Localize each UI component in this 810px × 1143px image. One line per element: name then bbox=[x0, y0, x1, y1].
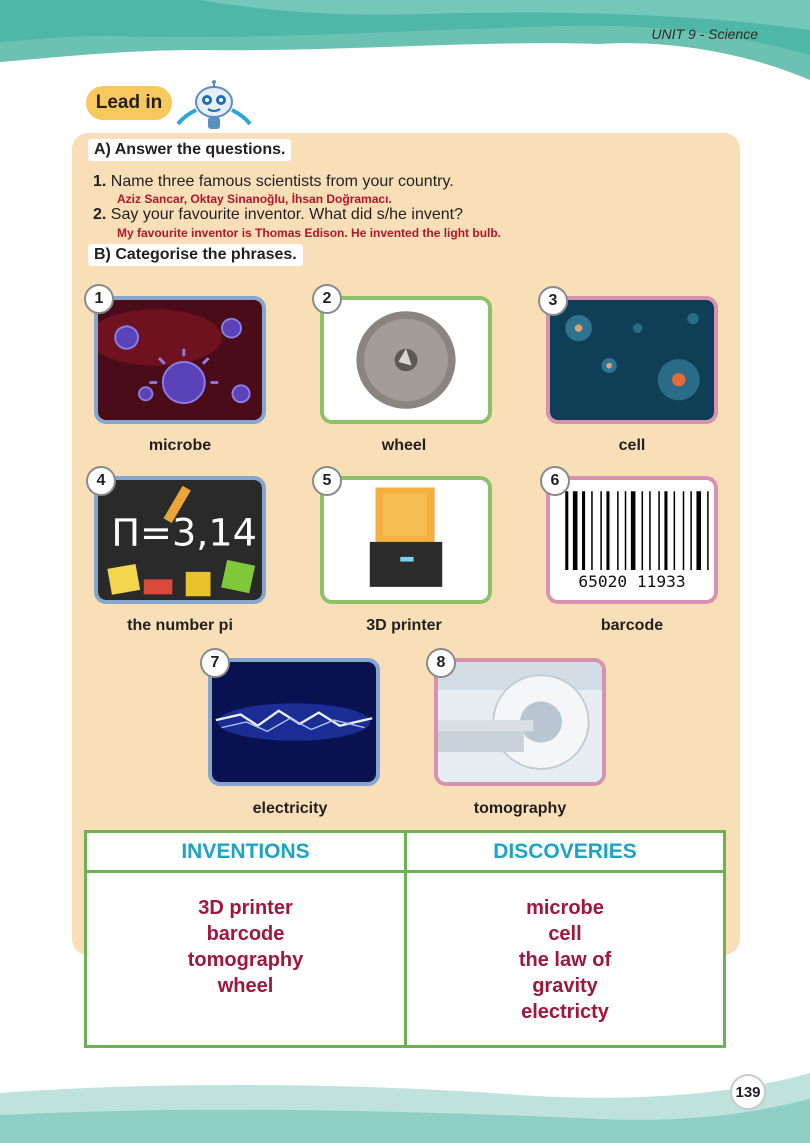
question-1 bbox=[93, 173, 454, 191]
barcode-bar bbox=[617, 491, 619, 570]
barcode-digits: 65020 11933 bbox=[578, 572, 686, 591]
card-number: 6 bbox=[540, 466, 570, 496]
barcode-bar bbox=[631, 491, 636, 570]
barcode-bar bbox=[582, 491, 585, 570]
lead-in-badge: Lead in bbox=[86, 86, 172, 120]
wheel-image bbox=[320, 296, 492, 424]
card-number: 4 bbox=[86, 466, 116, 496]
3d-printer-image bbox=[320, 476, 492, 604]
discoveries-heading: DISCOVERIES bbox=[407, 833, 723, 873]
barcode-bar bbox=[664, 491, 667, 570]
discoveries-item: electricty bbox=[521, 1001, 609, 1023]
card-number: 1 bbox=[84, 284, 114, 314]
question-number: 1. bbox=[93, 173, 107, 190]
card-number: 2 bbox=[312, 284, 342, 314]
cell-image bbox=[546, 296, 718, 424]
barcode-bar bbox=[658, 491, 660, 570]
card-caption: the number pi bbox=[127, 617, 233, 634]
answer-1: Aziz Sancar, Oktay Sinanoğlu, İhsan Doğramacı. bbox=[117, 192, 392, 206]
card-number: 8 bbox=[426, 648, 456, 678]
barcode-bar bbox=[683, 491, 685, 570]
barcode-bar bbox=[606, 491, 609, 570]
card-caption: electricity bbox=[252, 800, 328, 817]
barcode-bar bbox=[565, 491, 568, 570]
barcode-bar bbox=[625, 491, 627, 570]
inventions-item: wheel bbox=[217, 975, 274, 997]
barcode-image bbox=[546, 476, 718, 604]
barcode-bar bbox=[690, 491, 692, 570]
discoveries-item: microbe bbox=[526, 897, 604, 919]
card-caption: wheel bbox=[381, 437, 427, 454]
inventions-heading: INVENTIONS bbox=[87, 833, 407, 873]
card-caption: microbe bbox=[148, 437, 212, 454]
inventions-item: barcode bbox=[206, 923, 285, 945]
card-number: 5 bbox=[312, 466, 342, 496]
card-caption: 3D printer bbox=[366, 617, 442, 634]
card-caption: barcode bbox=[600, 617, 664, 634]
inventions-item: tomography bbox=[187, 949, 304, 971]
answer-2: My favourite inventor is Thomas Edison. He invented the light bulb. bbox=[117, 226, 502, 240]
inventions-column bbox=[87, 873, 407, 1045]
section-b-title: B) Categorise the phrases. bbox=[88, 244, 303, 266]
electricity-image bbox=[208, 658, 380, 786]
discoveries-item: gravity bbox=[532, 975, 598, 997]
barcode-bar bbox=[642, 491, 644, 570]
barcode-bar bbox=[591, 491, 593, 570]
question-number: 2. bbox=[93, 206, 107, 223]
unit-label: UNIT 9 - Science bbox=[651, 26, 758, 42]
barcode-bar bbox=[707, 491, 709, 570]
discoveries-column bbox=[407, 873, 723, 1045]
bottom-wave-decoration bbox=[0, 1053, 810, 1143]
discoveries-item: cell bbox=[548, 923, 582, 945]
inventions-item: 3D printer bbox=[198, 897, 293, 919]
question-text: Name three famous scientists from your country. bbox=[110, 173, 454, 190]
pi-chalk-text: Π=3,14 bbox=[111, 510, 257, 555]
categories-table bbox=[84, 830, 726, 1048]
question-2 bbox=[93, 206, 463, 224]
card-number: 7 bbox=[200, 648, 230, 678]
question-text: Say your favourite inventor. What did s/he invent? bbox=[110, 206, 463, 223]
barcode-bar bbox=[600, 491, 602, 570]
discoveries-item: the law of bbox=[518, 949, 612, 971]
barcode-bar bbox=[696, 491, 701, 570]
card-number: 3 bbox=[538, 286, 568, 316]
number-pi-image bbox=[94, 476, 266, 604]
card-caption: tomography bbox=[473, 800, 567, 817]
tomography-image bbox=[434, 658, 606, 786]
barcode-bar bbox=[674, 491, 676, 570]
page-number: 139 bbox=[730, 1074, 766, 1110]
card-caption: cell bbox=[618, 437, 646, 454]
robot-mascot-icon bbox=[172, 80, 256, 132]
barcode-bar bbox=[573, 491, 578, 570]
barcode-bar bbox=[649, 491, 651, 570]
microbe-image bbox=[94, 296, 266, 424]
section-a-title: A) Answer the questions. bbox=[88, 139, 291, 161]
